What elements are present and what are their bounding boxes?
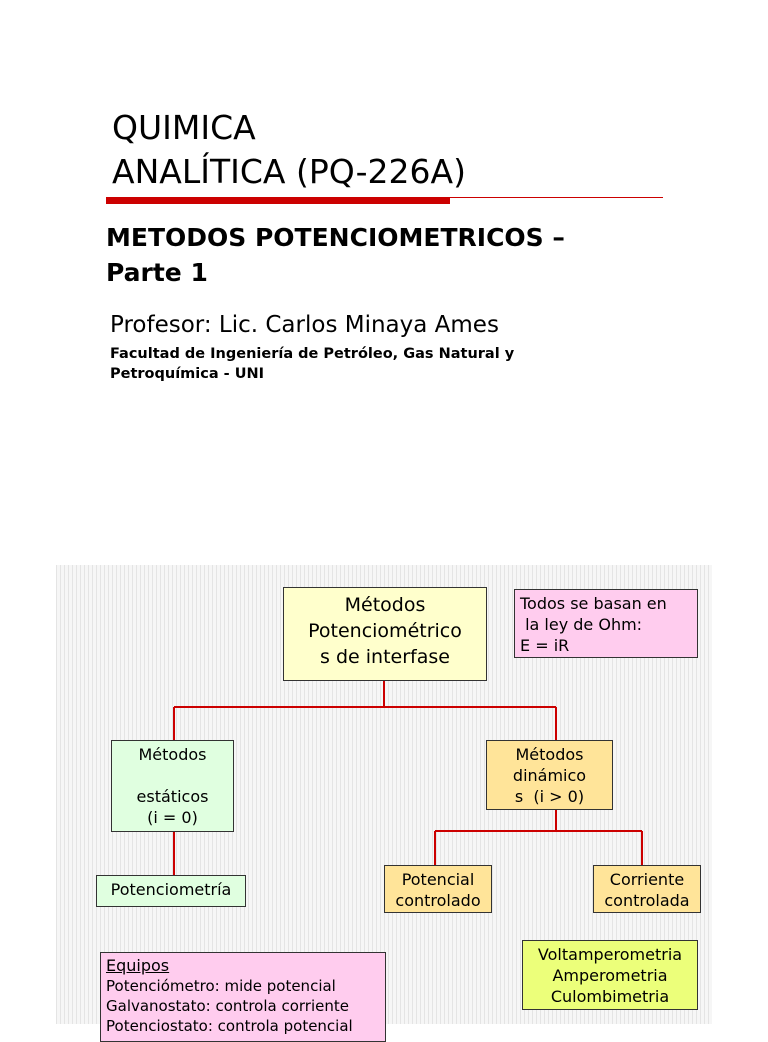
box-text: s (i > 0) — [514, 787, 585, 806]
faculty-name — [110, 344, 514, 384]
box-potencial-controlado — [384, 865, 492, 913]
box-corriente-controlada — [593, 865, 701, 913]
title-rule-thick — [106, 197, 450, 204]
title-line-1: QUIMICA — [112, 108, 256, 147]
title-line-2: ANALÍTICA (PQ-226A) — [112, 152, 466, 191]
slide-title — [112, 106, 466, 194]
box-text: Culombimetria — [550, 987, 670, 1006]
methods-diagram — [56, 565, 712, 1035]
professor-name: Profesor: Lic. Carlos Minaya Ames — [110, 312, 499, 338]
box-text: Potenciometría — [110, 880, 232, 899]
box-text: controlado — [395, 891, 481, 910]
slide-subtitle — [106, 220, 565, 290]
equipos-line: Potenciómetro: mide potencial — [106, 977, 336, 995]
box-metodos-estaticos — [111, 740, 234, 832]
box-tecnicas — [522, 940, 698, 1010]
box-text: Amperometria — [552, 966, 668, 985]
box-metodos-dinamicos — [486, 740, 613, 810]
subtitle-line-2: Parte 1 — [106, 258, 208, 287]
box-text: estáticos — [136, 787, 209, 806]
box-text: Corriente — [609, 870, 685, 889]
box-text: Potenciométrico — [308, 620, 462, 642]
box-text: la ley de Ohm: — [520, 615, 643, 634]
box-metodos-potenciometricos — [283, 587, 487, 681]
box-potenciometria — [96, 875, 246, 907]
box-text: s de interfase — [320, 646, 450, 668]
box-text: Métodos — [344, 594, 426, 616]
box-text: Potencial — [401, 870, 475, 889]
box-text: dinámico — [512, 766, 587, 785]
box-text: controlada — [604, 891, 690, 910]
box-text: Métodos — [138, 745, 207, 764]
box-equipos — [100, 952, 386, 1042]
box-text: E = iR — [520, 636, 570, 655]
equipos-line: Potenciostato: controla potencial — [106, 1017, 353, 1035]
box-text: Todos se basan en — [520, 594, 667, 613]
box-text: Voltamperometria — [537, 945, 683, 964]
subtitle-line-1: METODOS POTENCIOMETRICOS – — [106, 223, 565, 252]
box-text: (i = 0) — [147, 808, 198, 827]
faculty-line-1: Facultad de Ingeniería de Petróleo, Gas Natural y — [110, 346, 515, 362]
box-text — [112, 765, 233, 786]
equipos-line: Galvanostato: controla corriente — [106, 997, 349, 1015]
title-rule-thin — [450, 197, 663, 198]
box-ley-de-ohm — [514, 589, 698, 658]
box-text: Métodos — [515, 745, 584, 764]
faculty-line-2: Petroquímica - UNI — [110, 366, 265, 382]
equipos-title: Equipos — [106, 956, 170, 975]
